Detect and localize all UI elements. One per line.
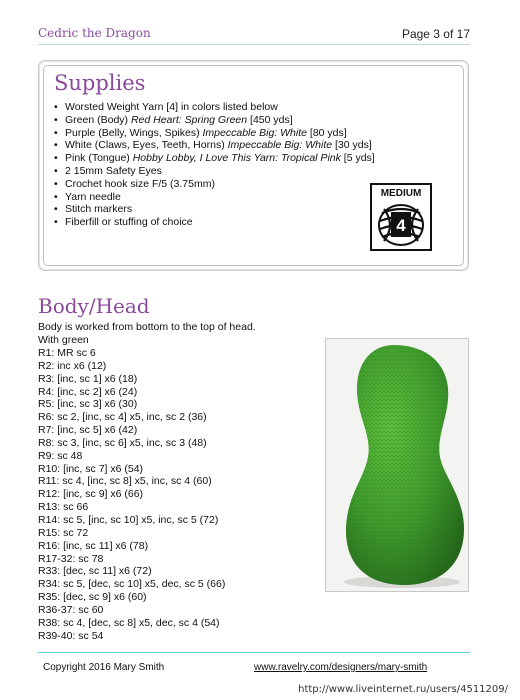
section-title-body-head: Body/Head: [38, 294, 150, 318]
supply-text: Fiberfill or stuffing of choice: [65, 216, 193, 229]
supply-text: Purple (Belly, Wings, Spikes): [65, 126, 203, 139]
round-instruction: R9: sc 48: [38, 449, 83, 462]
supply-item: [53, 152, 375, 165]
footer-divider: [38, 652, 470, 653]
footer-copyright: Copyright 2016 Mary Smith: [43, 662, 165, 673]
round-instruction: R8: sc 3, [inc, sc 6] x5, inc, sc 3 (48): [38, 436, 207, 449]
round-instruction: R33: [dec, sc 11] x6 (72): [38, 565, 152, 578]
round-instruction: R34: sc 5, [dec, sc 10] x5, dec, sc 5 (66): [38, 578, 226, 591]
header-title: Cedric the Dragon: [38, 26, 151, 40]
supply-text: Yarn needle: [65, 190, 121, 203]
supply-item: [53, 191, 375, 204]
supply-item: [53, 139, 375, 152]
color-note: With green: [38, 334, 89, 346]
round-instruction: R38: sc 4, [dec, sc 8] x5, dec, sc 4 (54): [38, 616, 220, 629]
round-instruction: R14: sc 5, [inc, sc 10] x5, inc, sc 5 (72): [38, 513, 219, 526]
round-instruction: R13: sc 66: [38, 501, 89, 514]
body-intro: [38, 321, 338, 347]
round-instruction: R6: sc 2, [inc, sc 4] x5, inc, sc 2 (36): [38, 411, 207, 424]
supply-quantity: [5 yds]: [340, 152, 375, 165]
supplies-title: Supplies: [54, 71, 146, 95]
round-instruction: R4: [inc, sc 2] x6 (24): [38, 385, 138, 398]
supply-quantity: [450 yds]: [247, 113, 293, 126]
header-divider: [38, 44, 470, 45]
supply-text: Pink (Tongue): [65, 152, 133, 165]
supply-item: [53, 101, 375, 114]
supply-text: Stitch markers: [65, 203, 133, 216]
supply-text: 2 15mm Safety Eyes: [65, 164, 162, 177]
watermark-url: http://www.liveinternet.ru/users/4511209/: [298, 684, 508, 695]
supply-yarn-brand: Impeccable Big: White: [227, 139, 333, 152]
round-instruction: R15: sc 72: [38, 526, 89, 539]
supply-item: [53, 203, 375, 216]
supply-item: [53, 127, 375, 140]
supply-text: Worsted Weight Yarn [4] in colors listed below: [65, 101, 278, 113]
designer-link[interactable]: www.ravelry.com/designers/mary-smith: [254, 662, 428, 673]
round-instruction: R10: [inc, sc 7] x6 (54): [38, 462, 144, 475]
supply-item: [53, 114, 375, 127]
supply-yarn-brand: Impeccable Big: White: [202, 126, 307, 139]
round-instruction: R12: [inc, sc 9] x6 (66): [38, 488, 144, 501]
supply-yarn-brand: Hobby Lobby, I Love This Yarn: Tropical Pink: [132, 152, 341, 165]
supply-yarn-brand: Red Heart: Spring Green: [130, 113, 248, 126]
body-intro-text: Body is worked from bottom to the top of head.: [38, 321, 256, 333]
supply-item: [53, 178, 375, 191]
supplies-list: [53, 101, 375, 229]
page-number: Page 3 of 17: [401, 27, 470, 41]
yarn-weight-number: 4: [396, 216, 406, 235]
round-instruction: R11: sc 4, [inc, sc 8] x5, inc, sc 4 (60): [38, 475, 212, 488]
round-instruction: R36-37: sc 60: [38, 603, 104, 616]
round-instruction: R3: [inc, sc 1] x6 (18): [38, 372, 138, 385]
round-instruction: R35: [dec, sc 9] x6 (60): [38, 591, 147, 604]
supplies-box: [38, 60, 469, 271]
supply-quantity: [30 yds]: [332, 139, 372, 152]
supply-text: Green (Body): [65, 113, 131, 126]
round-instruction: R17-32: sc 78: [38, 552, 104, 565]
supply-item: [53, 216, 375, 229]
round-instruction: R1: MR sc 6: [38, 347, 96, 359]
supply-item: [53, 165, 375, 178]
supply-quantity: [80 yds]: [306, 126, 347, 139]
round-instruction: R39-40: sc 54: [38, 629, 104, 642]
rounds-list: [38, 347, 225, 642]
supply-text: Crochet hook size F/5 (3.75mm): [65, 177, 215, 190]
supply-text: White (Claws, Eyes, Teeth, Horns): [65, 139, 228, 152]
round-instruction: R16: [inc, sc 11] x6 (78): [38, 539, 149, 552]
crocheted-body-image: [326, 339, 468, 591]
yarn-weight-icon: [370, 183, 432, 251]
yarn-symbol-label: MEDIUM: [380, 188, 422, 199]
round-instruction: R2: inc x6 (12): [38, 359, 107, 372]
body-photo: [325, 338, 469, 592]
round-instruction: R7: [inc, sc 5] x6 (42): [38, 424, 138, 437]
round-instruction: R5: [inc, sc 3] x6 (30): [38, 398, 138, 411]
